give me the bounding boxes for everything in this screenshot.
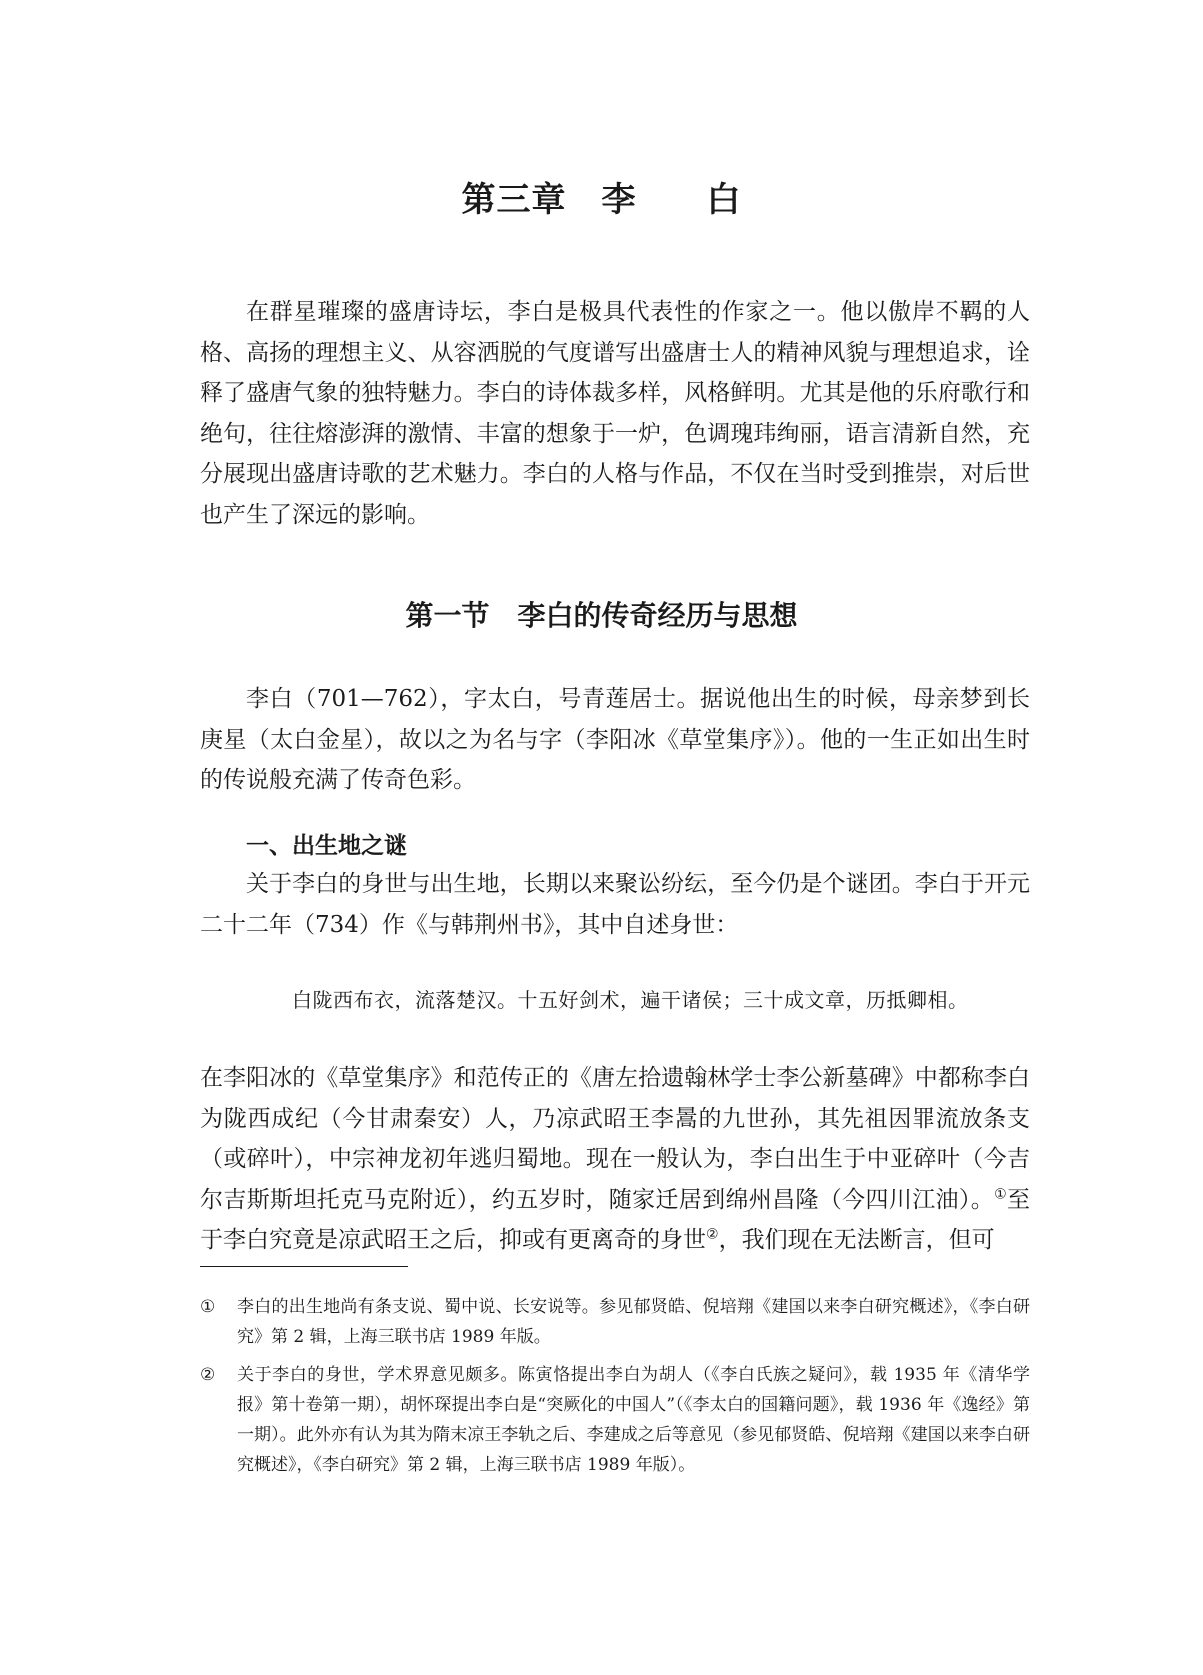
footnotes (200, 1292, 1030, 1488)
footnote-2 (200, 1360, 1030, 1480)
footnote-ref-2[interactable]: ② (706, 1226, 719, 1243)
paragraph-birth-legend: 李白（701—762），字太白，号青莲居士。据说他出生的时候，母亲梦到长庚星（太白金星），故以之为名与字（李阳冰《草堂集序》）。他的一生正如出生时的传说般充满了传奇色彩。 (200, 686, 1030, 793)
paragraph-origin-dispute: 关于李白的身世与出生地，长期以来聚讼纷纭，至今仍是个谜团。李白于开元二十二年（734）作《与韩荆州书》，其中自述身世： (200, 871, 1030, 938)
footnote-divider (200, 1266, 408, 1267)
footnote-1-mark: ① (200, 1297, 216, 1317)
block-quote: 白陇西布衣，流落楚汉。十五好剑术，遍干诸侯；三十成文章，历抵卿相。 (292, 988, 969, 1012)
footnote-ref-1[interactable]: ① (994, 1185, 1007, 1202)
paragraph-ancestry-part-3: ，我们现在无法断言，但可 (718, 1227, 995, 1253)
footnote-2-mark: ② (200, 1365, 216, 1385)
subheading-birthplace: 一、出生地之谜 (246, 833, 407, 859)
intro-paragraph: 在群星璀璨的盛唐诗坛，李白是极具代表性的作家之一。他以傲岸不羁的人格、高扬的理想主义、从容洒脱的气度谱写出盛唐士人的精神风貌与理想追求，诠释了盛唐气象的独特魅力。李白的诗体裁多样，风格鲜明。尤其是他的乐府歌行和绝句，往往熔澎湃的激情、丰富的想象于一炉，色调瑰玮绚丽，语言清新自然，充分展现出盛唐诗歌的艺术魅力。李白的人格与作品，不仅在当时受到推崇，对后世也产生了深远的影响。 (200, 299, 1030, 528)
section-title: 第一节 李白的传奇经历与思想 (405, 599, 798, 632)
paragraph-ancestry-part-1: 在李阳冰的《草堂集序》和范传正的《唐左拾遗翰林学士李公新墓碑》中都称李白为陇西成纪（今甘肃秦安）人，乃凉武昭王李暠的九世孙，其先祖因罪流放条支（或碎叶），中宗神龙初年逃归蜀地。现在一般认为，李白出生于中亚碎叶（今吉尔吉斯斯坦托克马克附近），约五岁时，随家迁居到绵州昌隆（今四川江油）。 (200, 1065, 1030, 1213)
footnote-1 (200, 1292, 1030, 1352)
paragraph-ancestry-part-2: 至于李白究竟是凉武昭王之后，抑或有更离奇的身世 (200, 1186, 1030, 1253)
footnote-2-text: 关于李白的身世，学术界意见颇多。陈寅恪提出李白为胡人（《李白氏族之疑问》，载 1935 年《清华学报》第十卷第一期），胡怀琛提出李白是“突厥化的中国人”（《李太白的国籍问题》，载 1936 年《逸经》第一期）。此外亦有认为其为隋末凉王李轨之后、李建成之后等意见（参见郁贤皓、倪培翔《建国以来李白研究概述》，《李白研究》第 2 辑，上海三联书店 1989 年版）。 (237, 1365, 1030, 1475)
footnote-1-text: 李白的出生地尚有条支说、蜀中说、长安说等。参见郁贤皓、倪培翔《建国以来李白研究概述》，《李白研究》第 2 辑，上海三联书店 1989 年版。 (237, 1297, 1030, 1347)
chapter-title: 第三章 李 白 (461, 180, 742, 220)
paragraph-ancestry (200, 1058, 1030, 1261)
